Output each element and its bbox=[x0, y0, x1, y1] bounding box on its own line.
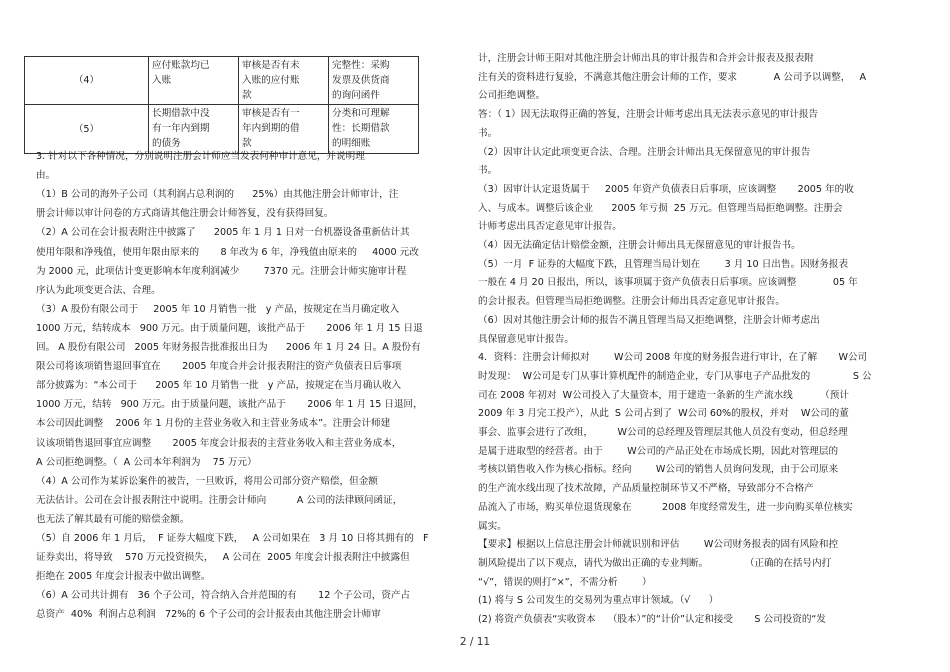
cell-text: 入账的应付账 bbox=[242, 75, 300, 86]
text-line: （4）因无法确定估计赔偿金额，注册会计师出具无保留意见的审计报告书。 bbox=[478, 240, 801, 251]
text-line: 书。 bbox=[478, 165, 498, 177]
text-line: 回。 A 股份有限公司 2005 年财务报告批准报出日为 2006 年 1 月 24 日。A 股份有 bbox=[36, 342, 421, 353]
text-line: （6）A 公司共计拥有 36 个子公司，符合纳入合并范围的有 12 个子公司，资产占 bbox=[36, 590, 411, 602]
cell-text: 分类和可理解 bbox=[332, 108, 390, 119]
text-line: 注有关的资料进行复验，不满意其他注册会计师的工作，要求 A 公司予以调整， A bbox=[478, 71, 867, 83]
text-line: （2）A 公司在会计报表附注中披露了 2005 年 1 月 1 日对一台机器设备重新估计其 bbox=[36, 227, 410, 239]
table-cell bbox=[25, 105, 149, 154]
table-cell bbox=[149, 105, 239, 154]
text-line: （3）A 股份有限公司于 2005 年 10 月销售一批 y 产品，按规定在当月确定收入 bbox=[36, 303, 400, 315]
text-line: 答：（ 1）因无法取得正确的答复，注册会计师考虑出具无法表示意见的审计报告 bbox=[478, 109, 819, 121]
text-line: 是属于进取型的经营者。由于 W公司的产品正处在市场成长期，因此对管理层的 bbox=[478, 445, 839, 457]
text-line: （6）因对其他注册会计师的报告不满且管理当局又拒绝调整，注册会计师考虑出 bbox=[478, 314, 820, 326]
table-cell bbox=[239, 57, 329, 105]
text-line: 证券卖出，将导致 570 万元投资损失， A 公司在 2005 年度会计报表附注中披露但 bbox=[36, 552, 410, 564]
table-cell bbox=[329, 105, 419, 154]
text-line: 计师考虑出具否定意见审计报告。 bbox=[478, 221, 622, 233]
cell-text: （4） bbox=[73, 75, 100, 86]
text-line: 由。 bbox=[36, 170, 56, 182]
cell-text: 审核是否有未 bbox=[242, 60, 300, 71]
text-line: （4）A 公司作为某诉讼案件的被告，一旦败诉，将用公司部分资产赔偿，但金额 bbox=[36, 475, 378, 487]
cell-text: 完整性：采购 bbox=[332, 60, 390, 71]
text-line: 的会计报表。但管理当局拒绝调整。注册会计师出具否定意见审计报告。 bbox=[478, 296, 785, 308]
text-line: 限公司将该项销售退回事宜在 2005 年度合并会计报表附注的资产负债表日后事项 bbox=[36, 361, 402, 373]
text-line: （1）B 公司的海外子公司（其利润占总利润的 25%）由其他注册会计师审计，注 bbox=[36, 189, 399, 201]
text-line: (2) 将资产负债表“实收资本 （股本）”的“计价”认定和接受 S 公司投资的“发 bbox=[478, 614, 826, 625]
text-line: 事会、监事会进行了改组， W公司的总经理及管理层其他人员没有变动，但总经理 bbox=[478, 427, 848, 438]
text-line: 部分披露为：“本公司于 2005 年 10 月销售一批 y 产品，按规定在当月确认收入 bbox=[36, 380, 402, 392]
text-line: 公司拒绝调整。 bbox=[478, 90, 546, 102]
text-line: 3. 针对以下各种情况，分别说明注册会计师应当发表何种审计意见，并说明理 bbox=[36, 151, 365, 162]
text-line: 属实。 bbox=[478, 520, 507, 532]
text-line: 品流入了市场，购买单位退货现象在 2008 年度经常发生，进一步向购买单位核实 bbox=[478, 501, 853, 513]
cell-text: 的明细账 bbox=[332, 138, 371, 149]
cell-text: 有一年内到期 bbox=[152, 123, 210, 134]
audit-procedures-table bbox=[24, 56, 419, 154]
text-line: 册会计师以审计问卷的方式商请其他注册会计师答复，没有获得回复。 bbox=[36, 208, 334, 220]
text-line: 具保留意见审计报告。 bbox=[478, 333, 574, 345]
cell-text: 审核是否有一 bbox=[242, 108, 300, 119]
cell-text: 发票及供货商 bbox=[332, 75, 390, 86]
text-line: 入、与成本。调整后该企业 2005 年亏损 25 万元。但管理当局拒绝调整。注册会 bbox=[478, 202, 843, 214]
text-line: 拒绝在 2005 年度会计报表中做出调整。 bbox=[36, 571, 211, 583]
text-line: 序认为此项变更合法、合理。 bbox=[36, 284, 161, 296]
text-line: A 公司拒绝调整。（ A 公司本年利润为 75 万元） bbox=[36, 456, 257, 468]
page-number: 2 / 11 bbox=[459, 636, 491, 648]
text-line: 考核以销售收入作为核心指标。经向 W公司的销售人员询问发现，由于公司原来 bbox=[478, 464, 839, 476]
text-line: （5）自 2006 年 1 月后， F 证券大幅度下跌， A 公司如果在 3 月 10 日将其拥有的 F bbox=[36, 533, 429, 544]
table-cell bbox=[149, 57, 239, 105]
text-line: （5）一月 F 证券的大幅度下跌，且管理当局计划在 3 月 10 日出售。因财务报表 bbox=[478, 258, 849, 270]
text-line: （3）因审计认定退货属于 2005 年资产负债表日后事项，应该调整 2005 年的收 bbox=[478, 183, 854, 195]
text-line: 总资产 40% 利润占总利润 72%的 6 个子公司的会计报表由其他注册会计师审 bbox=[36, 609, 381, 621]
text-line: 司在 2008 年初对 W公司投入了大量资本，用于建造一条新的生产流水线 （预计 bbox=[478, 389, 849, 401]
text-line: 的生产流水线出现了技术故障，产品质量控制环节又不严格，导致部分不合格产 bbox=[478, 483, 814, 495]
text-line: 【要求】根据以上信息注册会计师就识别和评估 W公司财务报表的固有风险和控 bbox=[478, 539, 839, 551]
text-line: 无法估计。公司在会计报表附注中说明。注册会计师向 A 公司的法律顾问函证， bbox=[36, 494, 403, 506]
text-line: 1000 万元，结转成本 900 万元。由于质量问题，该批产品于 2006 年 1 月 15 日退 bbox=[36, 322, 423, 334]
text-line: 也无法了解其最有可能的赔偿金额。 bbox=[36, 513, 190, 525]
cell-text: 款 bbox=[242, 90, 252, 101]
text-line: 制风险提出了以下观点，请代为做出正确的专业判断。 （正确的在括号内打 bbox=[478, 557, 832, 569]
cell-text: 的询问函件 bbox=[332, 90, 380, 101]
cell-text: （5） bbox=[73, 123, 100, 135]
text-line: 1000 万元，结转 900 万元。由于质量问题，该批产品于 2006 年 1 月 15 日退回， bbox=[36, 399, 423, 411]
text-line: 书。 bbox=[478, 127, 498, 139]
text-line: 时发现： W公司是专门从事计算机配件的制造企业，专门从事电子产品批发的 S 公 bbox=[478, 370, 872, 382]
text-line: 本公司因此调整 2006 年 1 月份的主营业务收入和主营业务成本”。注册会计师建 bbox=[36, 418, 391, 430]
cell-text: 年内到期的借 bbox=[242, 123, 300, 134]
text-line: 为 2000 元，此项估计变更影响本年度利润减少 7370 元。注册会计师实施审计程 bbox=[36, 265, 407, 277]
cell-text: 的债务 bbox=[152, 138, 181, 149]
table-cell bbox=[329, 57, 419, 105]
cell-text: 性：长期借款 bbox=[332, 123, 390, 134]
text-line: (1) 将与 S 公司发生的交易列为重点审计领域。（√ ） bbox=[478, 595, 719, 607]
text-line: 使用年限和净残值，使用年限由原来的 8 年改为 6 年，净残值由原来的 4000 元改 bbox=[36, 246, 419, 258]
cell-text: 长期借款中没 bbox=[152, 108, 210, 119]
text-line: “√”，错误的则打“×”，不需分析 ） bbox=[478, 576, 652, 588]
text-line: 2009 年 3 月完工投产），从此 S 公司占到了 W公司 60%的股权，并对 W公司的董 bbox=[478, 408, 849, 420]
table-row bbox=[25, 57, 419, 105]
table-cell bbox=[25, 57, 149, 105]
text-line: 一般在 4 月 20 日报出，所以，该事项属于资产负债表日后事项。应该调整 05 年 bbox=[478, 277, 858, 289]
text-line: （2）因审计认定此项变更合法、合理。注册会计师出具无保留意见的审计报告 bbox=[478, 146, 811, 158]
text-line: 计，注册会计师王阳对其他注册会计师出具的审计报告和合并会计报表及报表附 bbox=[478, 53, 814, 64]
table-cell bbox=[239, 105, 329, 154]
cell-text: 应付账款均已 bbox=[152, 60, 210, 71]
text-line: 4．资料：注册会计师拟对 W公司 2008 年度的财务报告进行审计，在了解 W公司 bbox=[478, 352, 868, 364]
cell-text: 入账 bbox=[152, 75, 172, 86]
cell-text: 款 bbox=[242, 138, 252, 149]
text-line: 议该项销售退回事宜应调整 2005 年度会计报表的主营业务收入和主营业务成本， bbox=[36, 437, 402, 449]
table-row bbox=[25, 105, 419, 154]
